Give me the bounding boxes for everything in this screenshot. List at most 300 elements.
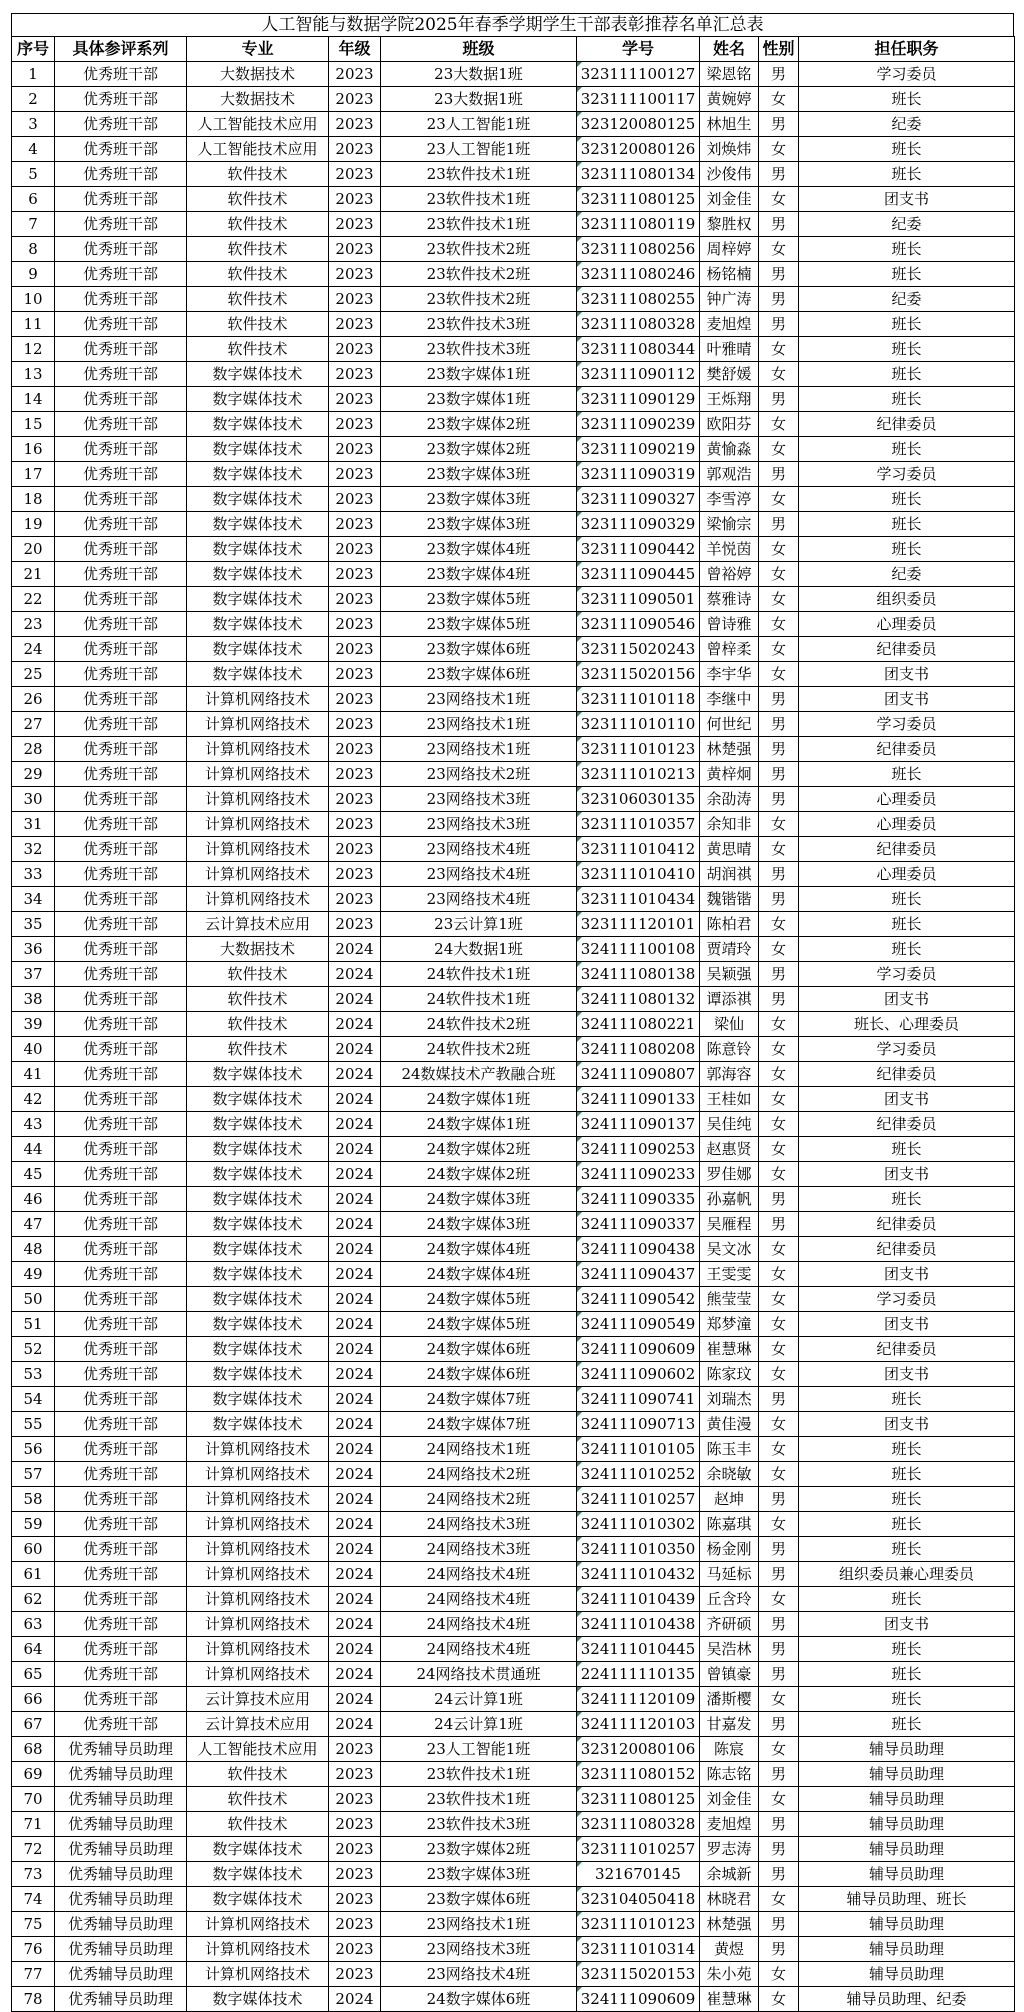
cell-major: 数字媒体技术	[187, 1337, 329, 1362]
cell-position: 心理委员	[799, 862, 1015, 887]
cell-position: 班长	[799, 887, 1015, 912]
cell-name: 蔡雅诗	[700, 587, 759, 612]
cell-index: 23	[12, 612, 55, 637]
cell-index: 36	[12, 937, 55, 962]
cell-major: 软件技术	[187, 262, 329, 287]
cell-major: 数字媒体技术	[187, 1137, 329, 1162]
cell-class: 24网络技术3班	[381, 1537, 577, 1562]
cell-category: 优秀班干部	[55, 1362, 187, 1387]
cell-grade: 2024	[329, 1137, 381, 1162]
cell-index: 68	[12, 1737, 55, 1762]
cell-grade: 2024	[329, 1262, 381, 1287]
cell-index: 54	[12, 1387, 55, 1412]
cell-name: 吴颖强	[700, 962, 759, 987]
cell-name: 曾诗雅	[700, 612, 759, 637]
table-row	[12, 1862, 1015, 1887]
cell-position: 班长	[799, 1687, 1015, 1712]
col-header-gender: 性别	[759, 37, 799, 62]
cell-position: 心理委员	[799, 812, 1015, 837]
cell-position: 班长	[799, 537, 1015, 562]
cell-student-id: 323111090319	[577, 462, 700, 487]
cell-class: 23数字媒体3班	[381, 462, 577, 487]
cell-grade: 2023	[329, 262, 381, 287]
cell-index: 59	[12, 1512, 55, 1537]
cell-index: 35	[12, 912, 55, 937]
table-row	[12, 1962, 1015, 1987]
cell-position: 团支书	[799, 1412, 1015, 1437]
cell-gender: 男	[759, 787, 799, 812]
cell-class: 23软件技术1班	[381, 212, 577, 237]
cell-student-id: 324111120103	[577, 1712, 700, 1737]
cell-position: 班长	[799, 437, 1015, 462]
cell-category: 优秀辅导员助理	[55, 1887, 187, 1912]
cell-category: 优秀班干部	[55, 687, 187, 712]
nomination-table	[11, 36, 1015, 2012]
cell-grade: 2023	[329, 387, 381, 412]
cell-major: 数字媒体技术	[187, 1387, 329, 1412]
cell-gender: 女	[759, 1062, 799, 1087]
col-header-position: 担任职务	[799, 37, 1015, 62]
cell-grade: 2023	[329, 687, 381, 712]
cell-student-id: 324111080138	[577, 962, 700, 987]
cell-major: 计算机网络技术	[187, 1612, 329, 1637]
cell-class: 23软件技术2班	[381, 237, 577, 262]
cell-category: 优秀班干部	[55, 1337, 187, 1362]
cell-grade: 2023	[329, 737, 381, 762]
cell-category: 优秀辅导员助理	[55, 1962, 187, 1987]
cell-position: 班长	[799, 512, 1015, 537]
cell-position: 班长	[799, 937, 1015, 962]
cell-name: 陈柏君	[700, 912, 759, 937]
cell-student-id: 323111080256	[577, 237, 700, 262]
cell-student-id: 323111010434	[577, 887, 700, 912]
cell-major: 计算机网络技术	[187, 762, 329, 787]
cell-major: 数字媒体技术	[187, 462, 329, 487]
table-row	[12, 262, 1015, 287]
cell-name: 陈玉丰	[700, 1437, 759, 1462]
cell-name: 王桂如	[700, 1087, 759, 1112]
cell-grade: 2024	[329, 1162, 381, 1187]
cell-major: 计算机网络技术	[187, 1487, 329, 1512]
cell-index: 46	[12, 1187, 55, 1212]
cell-position: 团支书	[799, 662, 1015, 687]
table-row	[12, 1612, 1015, 1637]
cell-category: 优秀班干部	[55, 1687, 187, 1712]
cell-name: 李宇华	[700, 662, 759, 687]
cell-student-id: 323111100117	[577, 87, 700, 112]
cell-major: 数字媒体技术	[187, 1287, 329, 1312]
cell-name: 梁恩铭	[700, 62, 759, 87]
cell-class: 23数字媒体1班	[381, 362, 577, 387]
table-row	[12, 937, 1015, 962]
table-row	[12, 462, 1015, 487]
cell-category: 优秀班干部	[55, 287, 187, 312]
cell-category: 优秀班干部	[55, 262, 187, 287]
table-row	[12, 1712, 1015, 1737]
cell-category: 优秀班干部	[55, 1162, 187, 1187]
cell-major: 计算机网络技术	[187, 887, 329, 912]
cell-grade: 2023	[329, 1762, 381, 1787]
cell-grade: 2023	[329, 762, 381, 787]
cell-class: 23数字媒体5班	[381, 587, 577, 612]
cell-gender: 男	[759, 1187, 799, 1212]
cell-grade: 2024	[329, 1562, 381, 1587]
cell-index: 27	[12, 712, 55, 737]
cell-name: 赵惠贤	[700, 1137, 759, 1162]
cell-position: 班长	[799, 762, 1015, 787]
cell-gender: 男	[759, 1812, 799, 1837]
cell-position: 班长	[799, 1512, 1015, 1537]
cell-index: 75	[12, 1912, 55, 1937]
cell-index: 8	[12, 237, 55, 262]
cell-student-id: 323111010410	[577, 862, 700, 887]
cell-index: 45	[12, 1162, 55, 1187]
cell-major: 数字媒体技术	[187, 637, 329, 662]
cell-index: 60	[12, 1537, 55, 1562]
cell-category: 优秀辅导员助理	[55, 1762, 187, 1787]
cell-name: 余劭涛	[700, 787, 759, 812]
cell-gender: 女	[759, 437, 799, 462]
cell-category: 优秀班干部	[55, 1112, 187, 1137]
cell-class: 24网络技术1班	[381, 1437, 577, 1462]
cell-gender: 男	[759, 687, 799, 712]
cell-name: 黄梓炯	[700, 762, 759, 787]
cell-student-id: 323111080125	[577, 187, 700, 212]
cell-name: 潘斯樱	[700, 1687, 759, 1712]
table-row	[12, 1262, 1015, 1287]
cell-category: 优秀辅导员助理	[55, 1862, 187, 1887]
cell-category: 优秀班干部	[55, 737, 187, 762]
cell-index: 73	[12, 1862, 55, 1887]
cell-index: 48	[12, 1237, 55, 1262]
cell-class: 24数字媒体1班	[381, 1087, 577, 1112]
cell-position: 班长	[799, 1137, 1015, 1162]
cell-gender: 女	[759, 137, 799, 162]
cell-major: 软件技术	[187, 962, 329, 987]
cell-grade: 2024	[329, 1712, 381, 1737]
cell-name: 吴文冰	[700, 1237, 759, 1262]
cell-class: 24网络技术2班	[381, 1462, 577, 1487]
table-row	[12, 662, 1015, 687]
cell-grade: 2023	[329, 1812, 381, 1837]
table-row	[12, 1362, 1015, 1387]
cell-student-id: 324111090609	[577, 1987, 700, 2012]
cell-class: 24数字媒体4班	[381, 1262, 577, 1287]
cell-position: 班长	[799, 87, 1015, 112]
cell-grade: 2023	[329, 112, 381, 137]
cell-index: 12	[12, 337, 55, 362]
cell-name: 曾裕婷	[700, 562, 759, 587]
cell-position: 班长	[799, 1637, 1015, 1662]
cell-student-id: 324111090741	[577, 1387, 700, 1412]
cell-position: 团支书	[799, 187, 1015, 212]
cell-gender: 女	[759, 337, 799, 362]
cell-class: 24数字媒体6班	[381, 1362, 577, 1387]
cell-index: 44	[12, 1137, 55, 1162]
cell-student-id: 323111010213	[577, 762, 700, 787]
cell-student-id: 324111090542	[577, 1287, 700, 1312]
cell-class: 24数字媒体3班	[381, 1187, 577, 1212]
cell-position: 组织委员	[799, 587, 1015, 612]
cell-grade: 2024	[329, 1412, 381, 1437]
cell-grade: 2023	[329, 712, 381, 737]
cell-index: 62	[12, 1587, 55, 1612]
cell-major: 软件技术	[187, 1037, 329, 1062]
cell-name: 欧阳芬	[700, 412, 759, 437]
cell-index: 6	[12, 187, 55, 212]
cell-index: 2	[12, 87, 55, 112]
cell-gender: 女	[759, 1112, 799, 1137]
cell-index: 66	[12, 1687, 55, 1712]
cell-position: 班长	[799, 912, 1015, 937]
cell-name: 陈嘉琪	[700, 1512, 759, 1537]
cell-category: 优秀班干部	[55, 437, 187, 462]
table-row	[12, 987, 1015, 1012]
table-row	[12, 87, 1015, 112]
cell-category: 优秀班干部	[55, 1637, 187, 1662]
table-row	[12, 437, 1015, 462]
cell-class: 24数字媒体3班	[381, 1212, 577, 1237]
cell-major: 软件技术	[187, 337, 329, 362]
cell-student-id: 321670145	[577, 1862, 700, 1887]
cell-index: 28	[12, 737, 55, 762]
cell-major: 计算机网络技术	[187, 1662, 329, 1687]
cell-category: 优秀班干部	[55, 1712, 187, 1737]
cell-major: 数字媒体技术	[187, 1237, 329, 1262]
cell-category: 优秀班干部	[55, 637, 187, 662]
cell-grade: 2024	[329, 1587, 381, 1612]
cell-name: 胡润祺	[700, 862, 759, 887]
cell-position: 班长	[799, 312, 1015, 337]
cell-gender: 女	[759, 1012, 799, 1037]
cell-category: 优秀班干部	[55, 1612, 187, 1637]
cell-student-id: 324111010302	[577, 1512, 700, 1537]
cell-index: 69	[12, 1762, 55, 1787]
cell-category: 优秀班干部	[55, 1037, 187, 1062]
cell-position: 辅导员助理	[799, 1962, 1015, 1987]
cell-major: 计算机网络技术	[187, 1587, 329, 1612]
cell-category: 优秀班干部	[55, 1087, 187, 1112]
cell-name: 麦旭煌	[700, 312, 759, 337]
cell-category: 优秀班干部	[55, 62, 187, 87]
cell-major: 计算机网络技术	[187, 1512, 329, 1537]
cell-index: 61	[12, 1562, 55, 1587]
cell-position: 辅导员助理、班长	[799, 1887, 1015, 1912]
cell-gender: 男	[759, 762, 799, 787]
table-row	[12, 287, 1015, 312]
cell-grade: 2023	[329, 237, 381, 262]
cell-position: 纪委	[799, 112, 1015, 137]
cell-category: 优秀班干部	[55, 537, 187, 562]
cell-category: 优秀班干部	[55, 1387, 187, 1412]
cell-gender: 女	[759, 87, 799, 112]
cell-name: 吴浩林	[700, 1637, 759, 1662]
cell-grade: 2023	[329, 887, 381, 912]
cell-index: 9	[12, 262, 55, 287]
cell-major: 数字媒体技术	[187, 1112, 329, 1137]
cell-grade: 2023	[329, 437, 381, 462]
cell-grade: 2023	[329, 62, 381, 87]
cell-index: 74	[12, 1887, 55, 1912]
cell-class: 24软件技术2班	[381, 1012, 577, 1037]
cell-position: 班长、心理委员	[799, 1012, 1015, 1037]
cell-major: 软件技术	[187, 187, 329, 212]
cell-gender: 女	[759, 1887, 799, 1912]
cell-grade: 2024	[329, 1337, 381, 1362]
cell-category: 优秀班干部	[55, 112, 187, 137]
cell-name: 吴佳纯	[700, 1112, 759, 1137]
cell-major: 计算机网络技术	[187, 1462, 329, 1487]
cell-grade: 2023	[329, 862, 381, 887]
cell-name: 王烁翔	[700, 387, 759, 412]
table-row	[12, 1187, 1015, 1212]
cell-gender: 女	[759, 912, 799, 937]
cell-gender: 女	[759, 1587, 799, 1612]
cell-position: 纪委	[799, 287, 1015, 312]
cell-name: 钟广涛	[700, 287, 759, 312]
table-row	[12, 337, 1015, 362]
cell-position: 班长	[799, 237, 1015, 262]
cell-gender: 女	[759, 1262, 799, 1287]
cell-class: 23数字媒体2班	[381, 1837, 577, 1862]
cell-class: 24数媒技术产教融合班	[381, 1062, 577, 1087]
cell-grade: 2024	[329, 987, 381, 1012]
cell-class: 23人工智能1班	[381, 112, 577, 137]
cell-grade: 2023	[329, 812, 381, 837]
cell-class: 24大数据1班	[381, 937, 577, 962]
cell-position: 纪律委员	[799, 837, 1015, 862]
col-header-major: 专业	[187, 37, 329, 62]
cell-gender: 男	[759, 1662, 799, 1687]
cell-major: 计算机网络技术	[187, 1912, 329, 1937]
cell-index: 70	[12, 1787, 55, 1812]
cell-position: 辅导员助理	[799, 1737, 1015, 1762]
cell-gender: 女	[759, 412, 799, 437]
cell-gender: 女	[759, 537, 799, 562]
cell-index: 58	[12, 1487, 55, 1512]
cell-index: 20	[12, 537, 55, 562]
cell-index: 47	[12, 1212, 55, 1237]
cell-grade: 2024	[329, 1237, 381, 1262]
cell-student-id: 323111120101	[577, 912, 700, 937]
table-row	[12, 212, 1015, 237]
cell-grade: 2024	[329, 1112, 381, 1137]
cell-position: 学习委员	[799, 462, 1015, 487]
cell-position: 学习委员	[799, 62, 1015, 87]
cell-name: 谭添祺	[700, 987, 759, 1012]
cell-index: 4	[12, 137, 55, 162]
table-row	[12, 1387, 1015, 1412]
table-row	[12, 837, 1015, 862]
cell-name: 杨金刚	[700, 1537, 759, 1562]
cell-position: 团支书	[799, 1262, 1015, 1287]
cell-name: 齐研硕	[700, 1612, 759, 1637]
table-row	[12, 1887, 1015, 1912]
cell-position: 辅导员助理	[799, 1812, 1015, 1837]
cell-student-id: 324111010350	[577, 1537, 700, 1562]
cell-grade: 2023	[329, 1937, 381, 1962]
cell-index: 18	[12, 487, 55, 512]
table-row	[12, 1062, 1015, 1087]
cell-index: 49	[12, 1262, 55, 1287]
cell-gender: 女	[759, 1362, 799, 1387]
cell-category: 优秀班干部	[55, 137, 187, 162]
cell-index: 72	[12, 1837, 55, 1862]
table-row	[12, 1287, 1015, 1312]
cell-major: 计算机网络技术	[187, 1537, 329, 1562]
cell-gender: 男	[759, 262, 799, 287]
table-row	[12, 1837, 1015, 1862]
cell-student-id: 323115020243	[577, 637, 700, 662]
cell-name: 黄愉淼	[700, 437, 759, 462]
cell-index: 78	[12, 1987, 55, 2012]
cell-name: 刘瑞杰	[700, 1387, 759, 1412]
cell-gender: 男	[759, 1612, 799, 1637]
table-row	[12, 62, 1015, 87]
cell-category: 优秀班干部	[55, 512, 187, 537]
cell-grade: 2024	[329, 1987, 381, 2012]
cell-major: 计算机网络技术	[187, 812, 329, 837]
cell-index: 40	[12, 1037, 55, 1062]
cell-index: 7	[12, 212, 55, 237]
cell-student-id: 323111010257	[577, 1837, 700, 1862]
cell-category: 优秀班干部	[55, 87, 187, 112]
cell-gender: 女	[759, 1237, 799, 1262]
cell-class: 24数字媒体2班	[381, 1137, 577, 1162]
cell-gender: 女	[759, 662, 799, 687]
cell-major: 云计算技术应用	[187, 1712, 329, 1737]
cell-position: 团支书	[799, 1612, 1015, 1637]
cell-index: 31	[12, 812, 55, 837]
cell-position: 班长	[799, 162, 1015, 187]
cell-class: 24网络技术2班	[381, 1487, 577, 1512]
cell-category: 优秀辅导员助理	[55, 1737, 187, 1762]
cell-major: 软件技术	[187, 987, 329, 1012]
cell-position: 辅导员助理	[799, 1837, 1015, 1862]
cell-category: 优秀班干部	[55, 1587, 187, 1612]
cell-major: 数字媒体技术	[187, 662, 329, 687]
cell-gender: 女	[759, 612, 799, 637]
cell-gender: 男	[759, 1712, 799, 1737]
table-row	[12, 1337, 1015, 1362]
cell-gender: 男	[759, 1762, 799, 1787]
cell-position: 团支书	[799, 1162, 1015, 1187]
cell-class: 23数字媒体2班	[381, 437, 577, 462]
cell-major: 数字媒体技术	[187, 537, 329, 562]
cell-position: 团支书	[799, 1087, 1015, 1112]
cell-index: 51	[12, 1312, 55, 1337]
cell-class: 24网络技术4班	[381, 1637, 577, 1662]
cell-index: 65	[12, 1662, 55, 1687]
cell-position: 班长	[799, 1437, 1015, 1462]
cell-student-id: 323111090112	[577, 362, 700, 387]
table-row	[12, 1437, 1015, 1462]
cell-name: 陈志铭	[700, 1762, 759, 1787]
cell-major: 数字媒体技术	[187, 1987, 329, 2012]
cell-category: 优秀班干部	[55, 887, 187, 912]
cell-index: 26	[12, 687, 55, 712]
cell-gender: 女	[759, 937, 799, 962]
cell-major: 数字媒体技术	[187, 487, 329, 512]
cell-name: 羊悦茵	[700, 537, 759, 562]
cell-student-id: 323111090327	[577, 487, 700, 512]
cell-student-id: 324111010432	[577, 1562, 700, 1587]
table-body	[12, 62, 1015, 2012]
cell-grade: 2024	[329, 1487, 381, 1512]
cell-gender: 女	[759, 1087, 799, 1112]
cell-name: 曾镇豪	[700, 1662, 759, 1687]
cell-student-id: 323111100127	[577, 62, 700, 87]
